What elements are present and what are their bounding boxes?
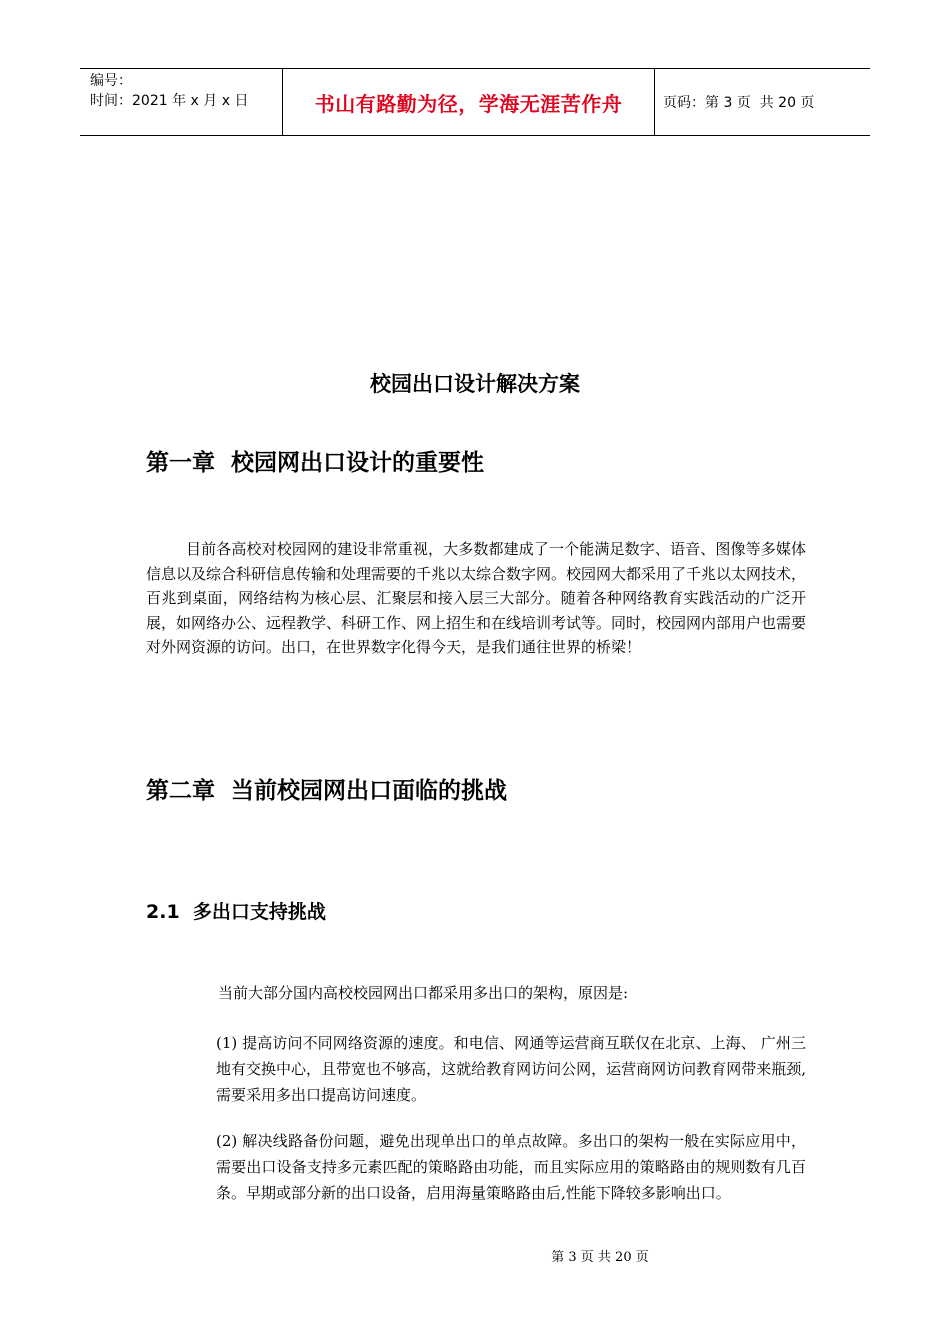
chapter1-paragraph: 目前各高校对校园网的建设非常重视，大多数都建成了一个能满足数字、语音、图像等多媒体信息以及综合科研信息传输和处理需要的千兆以太综合数字网。校园网大都采用了千兆以太网技术，百兆到桌面，网络结构为核心层、汇聚层和接入层三大部分。随着各种网络教育实践活动的广泛开展，如网络办公、远程教学、科研工作、网上招生和在线培训考试等。同时，校园网内部用户也需要对外网资源的访问。出口，在世界数字化得今天，是我们通往世界的桥梁！ — [146, 540, 807, 656]
header-page-label: 页码：第 3 页 共 20 页 — [663, 95, 815, 111]
section-2-1-item2: (2) 解决线路备份问题，避免出现单出口的单点故障。多出口的架构一般在实际应用中，需要出口设备支持多元素匹配的策略路由功能，而且实际应用的策略路由的规则数有几百条。早期或部分新的出口设备，启用海量策略路由后,性能下降较多影响出口。 — [216, 1132, 806, 1202]
chapter1-heading: 第一章 校园网出口设计的重要性 — [146, 450, 485, 476]
page-footer: 第 3 页 共 20 页 — [551, 1250, 649, 1265]
header-motto: 书山有路勤为径，学海无涯苦作舟 — [314, 91, 623, 116]
section-2-1-item1: (1) 提高访问不同网络资源的速度。和电信、网通等运营商互联仅在北京、上海、 广州三地有交换中心，且带宽也不够高，这就给教育网访问公网，运营商网访问教育网带来瓶颈,需要采用多出口提高访问速度。 — [216, 1034, 806, 1104]
header-info-cell — [80, 69, 282, 135]
section-2-1-heading: 2.1 多出口支持挑战 — [146, 901, 326, 923]
header-date-label: 时间：2021 年 x 月 x 日 — [90, 93, 249, 109]
header-number-label: 编号： — [90, 73, 132, 89]
page-header — [80, 68, 870, 136]
header-page-cell — [655, 69, 870, 135]
header-motto-cell — [282, 69, 655, 135]
document-title: 校园出口设计解决方案 — [370, 372, 580, 396]
section-2-1-intro: 当前大部分国内高校校园网出口都采用多出口的架构，原因是: — [218, 984, 629, 1002]
chapter2-heading: 第二章 当前校园网出口面临的挑战 — [146, 778, 508, 804]
